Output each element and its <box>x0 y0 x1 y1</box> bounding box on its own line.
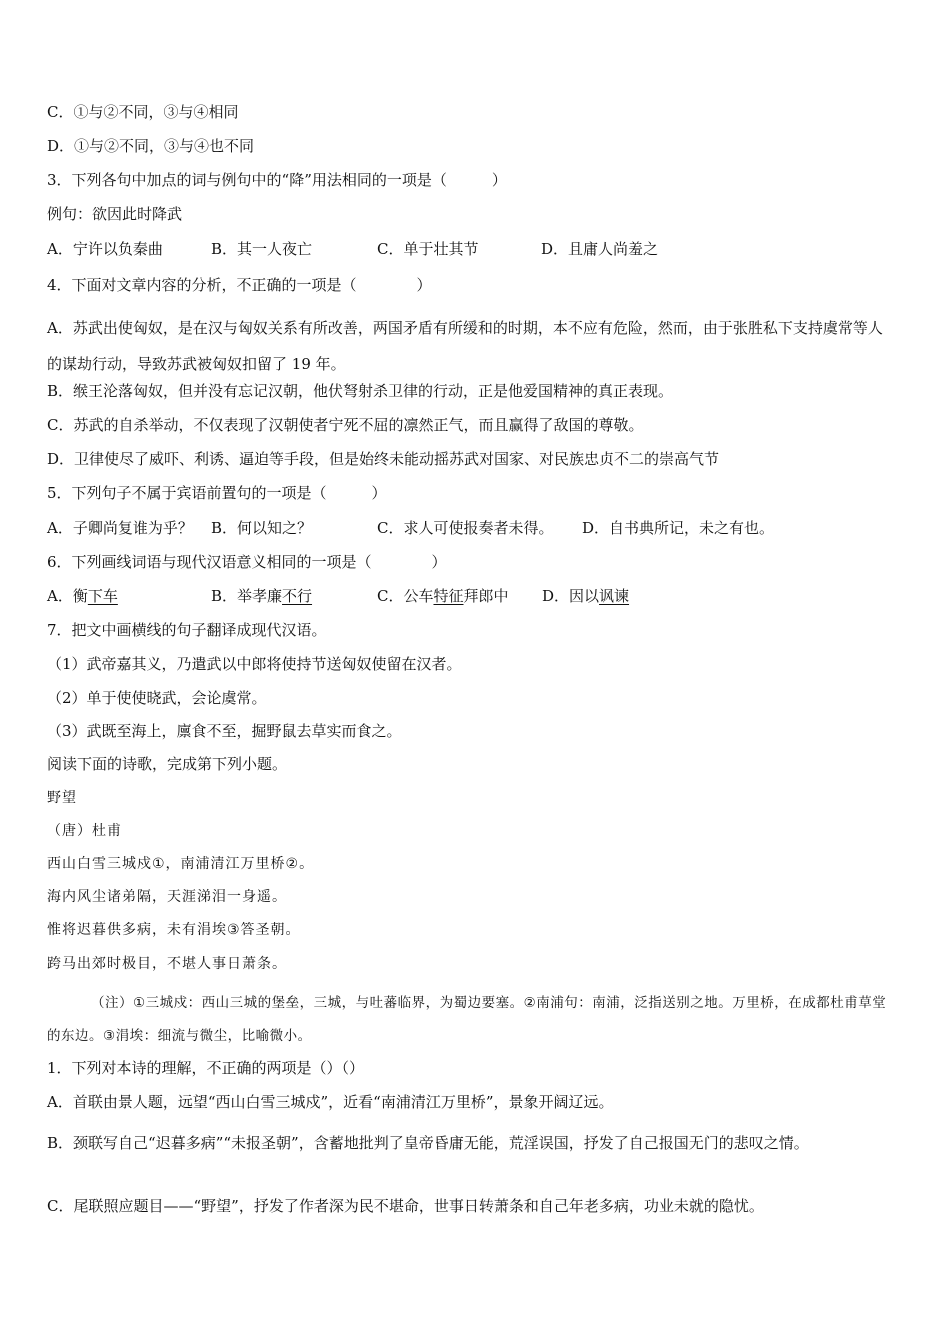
q6-underlined-a: 下车 <box>87 587 118 605</box>
poem-author: （唐）杜甫 <box>47 823 122 839</box>
poem-line-2: 海内风尘诸弟隔，天涯涕泪一身遥。 <box>47 889 287 905</box>
poem-title: 野望 <box>47 790 77 806</box>
pq1-option-b: B．颈联写自己“迟暮多病”“未报圣朝”，含蓄地批判了皇帝昏庸无能，荒淫误国，抒发了自己报国无门的悲叹之情。 <box>47 1134 809 1152</box>
q5-option-b: B．何以知之？ <box>211 519 313 537</box>
q6-option-c: C．公车特征拜郎中 <box>377 587 509 605</box>
q7-item-1: （1）武帝嘉其义，乃遣武以中郎将使持节送匈奴使留在汉者。 <box>47 655 462 673</box>
q6-underlined-b: 不行 <box>282 587 313 605</box>
q5-option-c: C．求人可使报奏者未得。 <box>377 519 554 537</box>
q6-option-a: A．衡下车 <box>47 587 118 605</box>
q6-option-d: D．因以讽谏 <box>542 587 630 605</box>
question-6: 6．下列画线词语与现代汉语意义相同的一项是（ ） <box>47 553 447 571</box>
question-7: 7．把文中画横线的句子翻译成现代汉语。 <box>47 621 327 639</box>
q6-underlined-c: 特征 <box>433 587 464 605</box>
q7-item-3: （3）武既至海上，廪食不至，掘野鼠去草实而食之。 <box>47 722 402 740</box>
question-3-example: 例句：欲因此时降武 <box>47 205 183 223</box>
question-5-options <box>47 518 907 538</box>
q5-option-d: D．自书典所记，未之有也。 <box>582 519 775 537</box>
question-3: 3．下列各句中加点的词与例句中的“降”用法相同的一项是（ ） <box>47 171 507 189</box>
question-5: 5．下列句子不属于宾语前置句的一项是（ ） <box>47 484 387 502</box>
poem-line-3: 惟将迟暮供多病，未有涓埃③答圣朝。 <box>47 922 301 938</box>
option-d-prev: D．①与②不同，③与④也不同 <box>47 137 255 155</box>
question-6-options <box>47 586 907 606</box>
q4-option-c: C．苏武的自杀举动，不仅表现了汉朝使者宁死不屈的凛然正气，而且赢得了敌国的尊敬。 <box>47 416 644 434</box>
q3-option-b: B．其一人夜亡 <box>211 240 313 258</box>
poem-instruction: 阅读下面的诗歌，完成第下列小题。 <box>47 755 288 773</box>
poem-line-4: 跨马出郊时极目，不堪人事日萧条。 <box>47 956 287 972</box>
option-c-prev: C．①与②不同，③与④相同 <box>47 103 239 121</box>
pq1-option-a: A．首联由景人题，远望“西山白雪三城戍”，近看“南浦清江万里桥”，景象开阔辽远。 <box>47 1093 614 1111</box>
question-4: 4．下面对文章内容的分析，不正确的一项是（ ） <box>47 276 432 294</box>
q3-option-a: A．宁许以负秦曲 <box>47 240 163 258</box>
q3-option-c: C．单于壮其节 <box>377 240 479 258</box>
q4-option-d: D．卫律使尽了威吓、利诱、逼迫等手段，但是始终未能动摇苏武对国家、对民族忠贞不二的崇高气节 <box>47 450 720 468</box>
pq1-option-c: C．尾联照应题目——“野望”，抒发了作者深为民不堪命，世事日转萧条和自己年老多病，功业未就的隐忧。 <box>47 1197 764 1215</box>
q3-option-d: D．且庸人尚羞之 <box>541 240 659 258</box>
poem-line-1: 西山白雪三城戍①，南浦清江万里桥②。 <box>47 856 315 872</box>
q4-option-a: A．苏武出使匈奴，是在汉与匈奴关系有所改善，两国矛盾有所缓和的时期，本不应有危险，然而，由于张胜私下支持虞常等人的谋劫行动，导致苏武被匈奴扣留了 19 年。 <box>47 319 883 373</box>
poem-note: （注）①三城戍：西山三城的堡垒，三城，与吐蕃临界，为蜀边要塞。②南浦句：南浦，泛指送别之地。万里桥，在成都杜甫草堂的东边。③涓埃：细流与微尘，比喻微小。 <box>47 995 887 1044</box>
q6-underlined-d: 讽谏 <box>599 587 630 605</box>
q6-option-b: B．举孝廉不行 <box>211 587 313 605</box>
q5-option-a: A．子卿尚复谁为乎？ <box>47 519 193 537</box>
q7-item-2: （2）单于使使晓武，会论虞常。 <box>47 689 267 707</box>
poem-question-1: 1．下列对本诗的理解，不正确的两项是（）（） <box>47 1059 365 1077</box>
q4-option-b: B．缑王沦落匈奴，但并没有忘记汉朝，他伏弩射杀卫律的行动，正是他爱国精神的真正表现。 <box>47 382 674 400</box>
question-3-options <box>47 239 907 259</box>
